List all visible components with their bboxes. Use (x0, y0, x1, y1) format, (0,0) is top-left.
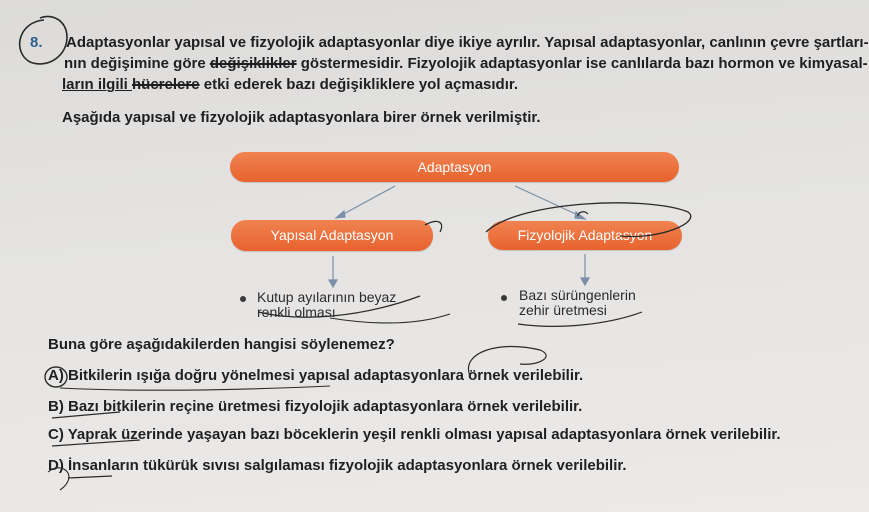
arrowhead-icon (336, 211, 345, 218)
handwritten-underline-icon (68, 476, 112, 478)
line-3-start: ların ilgili (62, 76, 133, 93)
option-b[interactable]: B) Bazı bitkilerin reçine üretmesi fizyolojik adaptasyonlara örnek verilebilir. (48, 398, 583, 415)
bullet-icon (240, 296, 246, 302)
question-text-line-4: Aşağıda yapısal ve fizyolojik adaptasyonlara birer örnek verilmiştir. (62, 109, 541, 126)
physiological-example (519, 288, 636, 318)
structural-example-line-2: renkli olması (257, 304, 336, 320)
option-d[interactable]: D) İnsanların tükürük sıvısı salgılaması fizyolojik adaptasyonlara örnek verilebilir. (48, 457, 627, 474)
question-text-line-1: Adaptasyonlar yapısal ve fizyolojik adaptasyonlar diye ikiye ayrılır. Yapısal adaptasyonlar, canlının çevre şartları- (66, 34, 869, 51)
physiological-adaptation-box: Fizyolojik Adaptasyon (488, 221, 682, 250)
option-c[interactable]: C) Yaprak üzerinde yaşayan bazı böceklerin yeşil renkli olması yapısal adaptasyonlara örnek verilebilir. (48, 426, 781, 443)
structural-adaptation-box: Yapısal Adaptasyon (231, 220, 433, 251)
arrowhead-icon (329, 280, 337, 287)
question-text-line-2 (64, 55, 868, 72)
question-prompt: Buna göre aşağıdakilerden hangisi söylenemez? (48, 336, 395, 353)
struck-word-1: değişiklikler (209, 55, 297, 72)
diagram-root-box: Adaptasyon (230, 152, 679, 182)
arrow-to-physiological (515, 186, 580, 216)
option-a[interactable]: A) Bitkilerin ışığa doğru yönelmesi yapısal adaptasyonlara örnek verilebilir. (48, 367, 584, 384)
arrowhead-icon (575, 212, 585, 219)
line-3-end: etki ederek bazı değişikliklere yol açmasıdır. (199, 76, 519, 93)
handwritten-circle-icon (20, 17, 67, 64)
question-number: 8. (30, 34, 43, 51)
line-2-end: göstermesidir. Fizyolojik adaptasyonlar ise canlılarda bazı hormon ve kimyasal- (296, 55, 868, 72)
bullet-icon (501, 295, 507, 301)
struck-word-2: hücrelere (132, 76, 200, 93)
structural-example (257, 290, 396, 320)
question-text-line-3 (62, 76, 518, 93)
line-2-start: nın değişimine göre (64, 55, 210, 72)
handwritten-mark-icon (578, 212, 588, 216)
physiological-example-line-1: Bazı sürüngenlerin (519, 287, 636, 303)
physiological-example-line-2: zehir üretmesi (519, 302, 607, 318)
arrowhead-icon (581, 278, 589, 285)
arrow-to-structural (340, 186, 395, 216)
handwritten-underline-icon (60, 386, 330, 390)
structural-example-line-1: Kutup ayılarının beyaz (257, 289, 397, 305)
